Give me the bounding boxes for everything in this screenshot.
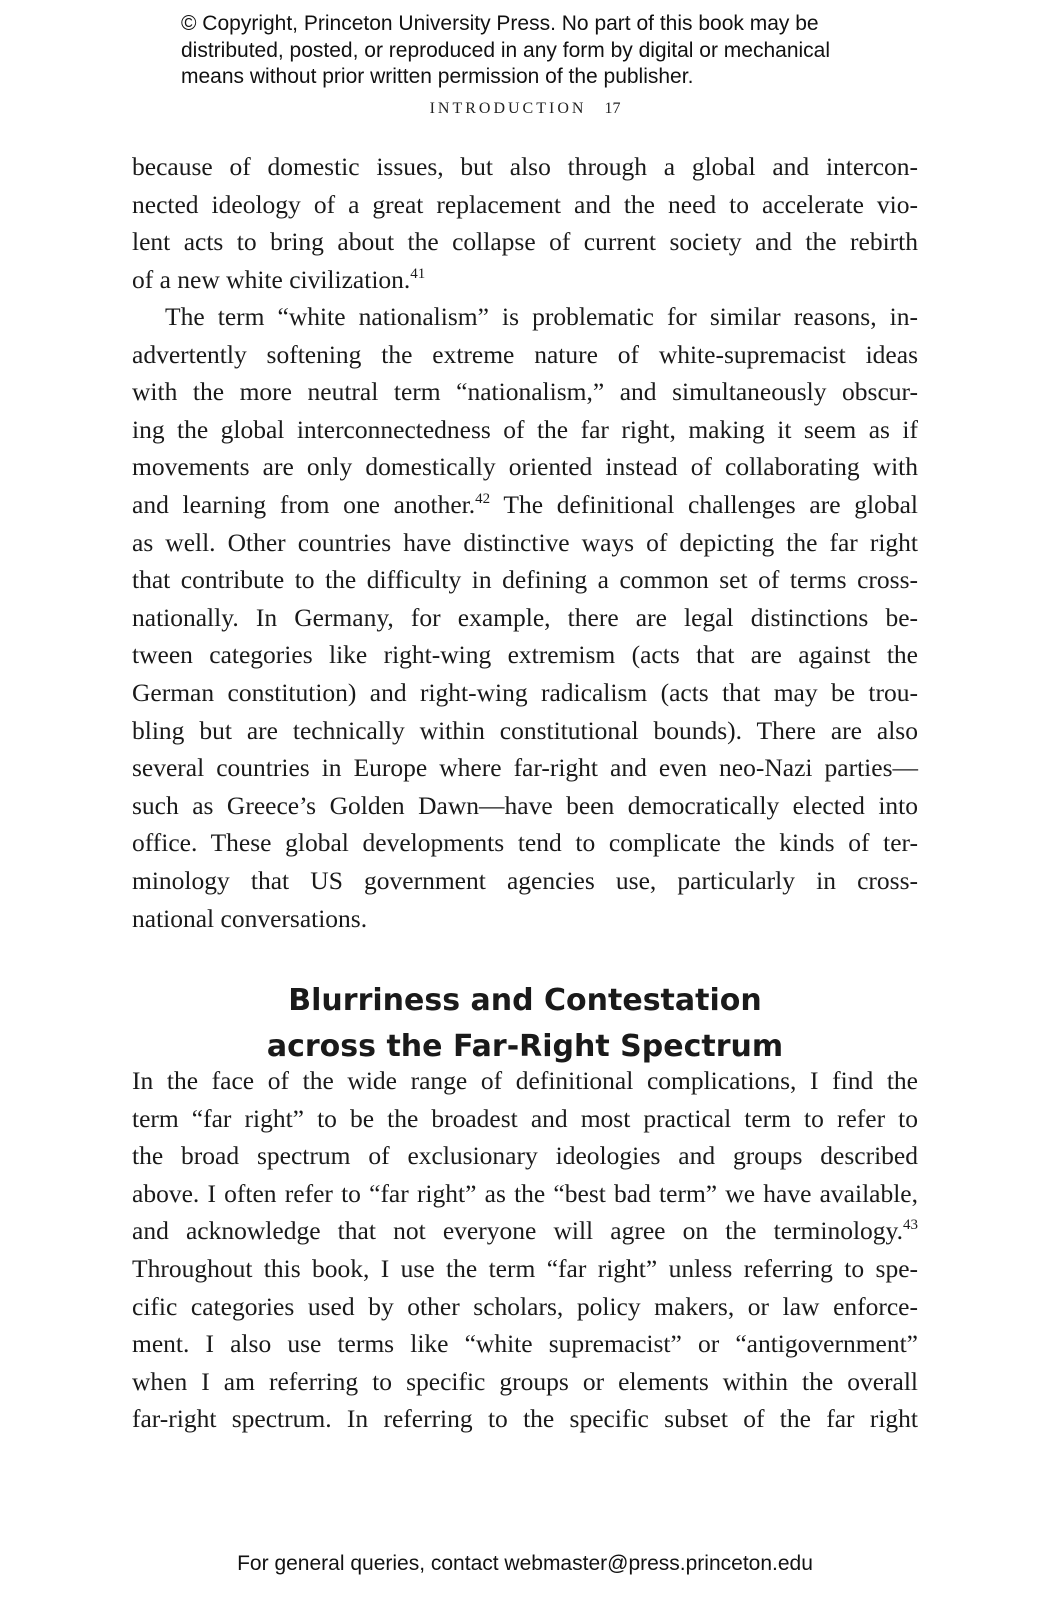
- paragraph-line: national conversations.: [132, 903, 368, 933]
- footnote-ref-41[interactable]: 41: [410, 265, 426, 282]
- paragraph-line: tween categories like right-wing extremism (acts that are against the: [132, 640, 918, 670]
- section-heading: Blurriness and Contestation across the Far-Right Spectrum: [266, 983, 784, 1064]
- page-number: 17: [604, 100, 621, 117]
- paragraph-line: German constitution) and right-wing radicalism (acts that may be trou-: [132, 677, 918, 707]
- running-head-section: INTRODUCTION: [429, 100, 587, 117]
- paragraph-line: office. These global developments tend to complicate the kinds of ter-: [132, 828, 918, 858]
- paragraph-line: lent acts to bring about the collapse of current society and the rebirth: [132, 227, 918, 257]
- paragraph-line: as well. Other countries have distinctive ways of depicting the far right: [132, 527, 918, 557]
- paragraph-line-text: The definitional challenges are global: [490, 489, 919, 519]
- copyright-notice: © Copyright, Princeton University Press. No part of this book may be distributed, posted, or reproduced in any form by digital or mechanical means without prior written permission of the publisher.: [181, 12, 831, 88]
- paragraph-line: [132, 1212, 918, 1250]
- paragraph-3: [132, 1062, 918, 1438]
- paragraph-line: minology that US government agencies use, particularly in cross-: [132, 865, 918, 895]
- paragraph-2: [132, 298, 918, 937]
- paragraph-line: ing the global interconnectedness of the far right, making it seem as if: [132, 414, 918, 444]
- paragraph-line: In the face of the wide range of definitional complications, I find the: [132, 1066, 918, 1095]
- paragraph-line: far-right spectrum. In referring to the specific subset of the far right: [132, 1404, 918, 1434]
- paragraph-line: term “far right” to be the broadest and most practical term to refer to: [132, 1103, 918, 1133]
- paragraph-line: bling but are technically within constitutional bounds). There are also: [132, 715, 918, 745]
- paragraph-line-text: and acknowledge that not everyone will agree on the terminology.: [132, 1216, 903, 1246]
- footer-contact: For general queries, contact webmaster@press.princeton.edu: [237, 1552, 813, 1575]
- footnote-ref-43[interactable]: 43: [903, 1217, 918, 1234]
- paragraph-line: such as Greece’s Golden Dawn—have been democratically elected into: [132, 790, 918, 820]
- paragraph-line: The term “white nationalism” is problematic for similar reasons, in-: [165, 302, 918, 331]
- paragraph-line: [132, 486, 918, 524]
- paragraph-line: the broad spectrum of exclusionary ideologies and groups described: [132, 1141, 918, 1171]
- paragraph-line-text: of a new white civilization.: [132, 264, 411, 294]
- paragraph-line: nected ideology of a great replacement and the need to accelerate vio-: [132, 189, 918, 219]
- paragraph-line: that contribute to the difficulty in defining a common set of terms cross-: [132, 565, 918, 595]
- paragraph-line: advertently softening the extreme nature of white-supremacist ideas: [132, 339, 918, 369]
- paragraph-line: ment. I also use terms like “white supremacist” or “antigovernment”: [132, 1329, 918, 1359]
- paragraph-line: nationally. In Germany, for example, there are legal distinctions be-: [132, 602, 918, 632]
- paragraph-line: because of domestic issues, but also through a global and intercon-: [132, 152, 918, 181]
- paragraph-1: [132, 148, 918, 298]
- paragraph-line: movements are only domestically oriented instead of collaborating with: [132, 452, 918, 482]
- paragraph-line: [132, 261, 918, 299]
- paragraph-line: cific categories used by other scholars, policy makers, or law enforce-: [132, 1291, 918, 1321]
- paragraph-line: when I am referring to specific groups or elements within the overall: [132, 1366, 918, 1396]
- running-head: [0, 100, 1050, 118]
- paragraph-line: above. I often refer to “far right” as the “best bad term” we have available,: [132, 1178, 918, 1208]
- paragraph-line: several countries in Europe where far-right and even neo-Nazi parties—: [132, 753, 918, 783]
- footnote-ref-42[interactable]: 42: [475, 490, 491, 507]
- paragraph-line: Throughout this book, I use the term “far right” unless referring to spe-: [132, 1253, 918, 1283]
- paragraph-line-text: and learning from one another.: [132, 489, 476, 519]
- paragraph-line: with the more neutral term “nationalism,” and simultaneously obscur-: [132, 377, 918, 407]
